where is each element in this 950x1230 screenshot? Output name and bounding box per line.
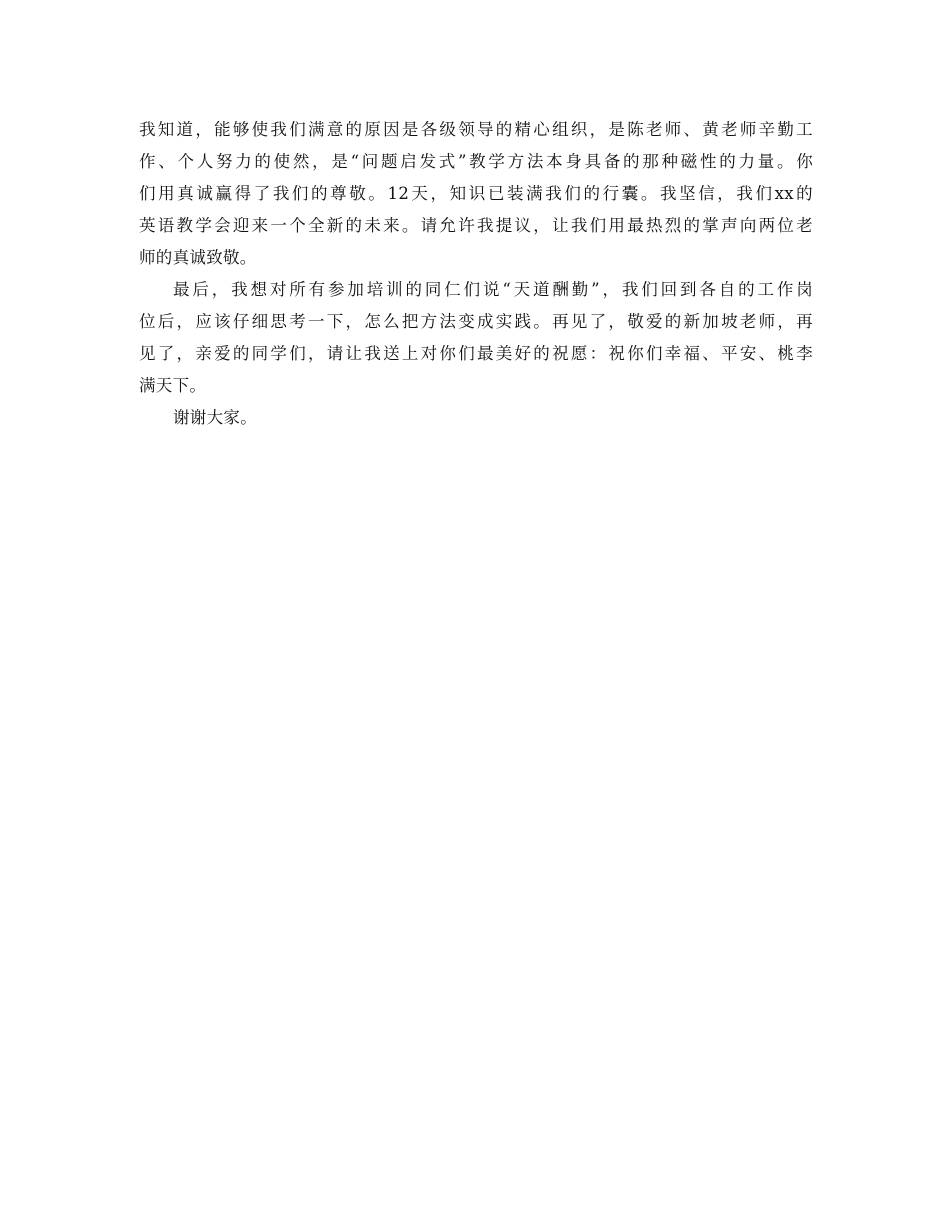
- text-line: 满天下。: [139, 376, 207, 395]
- text-line: 英语教学会迎来一个全新的未来。请允许我提议，让我们用最热烈的掌声向两位老: [139, 216, 813, 235]
- document-body: [139, 114, 813, 434]
- paragraph-thanks: [139, 402, 813, 434]
- text-line: 位后，应该仔细思考一下，怎么把方法变成实践。再见了，敬爱的新加坡老师，再: [139, 312, 813, 331]
- paragraph-gratitude: [139, 114, 813, 274]
- text-line: 作、个人努力的使然，是“问题启发式”教学方法本身具备的那种磁性的力量。你: [139, 152, 813, 171]
- text-line: 们用真诚赢得了我们的尊敬。12天，知识已装满我们的行囊。我坚信，我们xx的: [139, 184, 813, 203]
- paragraph-closing-wishes: [139, 274, 813, 402]
- text-line: 最后，我想对所有参加培训的同仁们说“天道酬勤”，我们回到各自的工作岗: [173, 280, 813, 299]
- text-line: 我知道，能够使我们满意的原因是各级领导的精心组织，是陈老师、黄老师辛勤工: [139, 120, 813, 139]
- text-line: 谢谢大家。: [173, 408, 257, 427]
- text-line: 见了，亲爱的同学们，请让我送上对你们最美好的祝愿：祝你们幸福、平安、桃李: [139, 344, 813, 363]
- text-line: 师的真诚致敬。: [139, 248, 257, 267]
